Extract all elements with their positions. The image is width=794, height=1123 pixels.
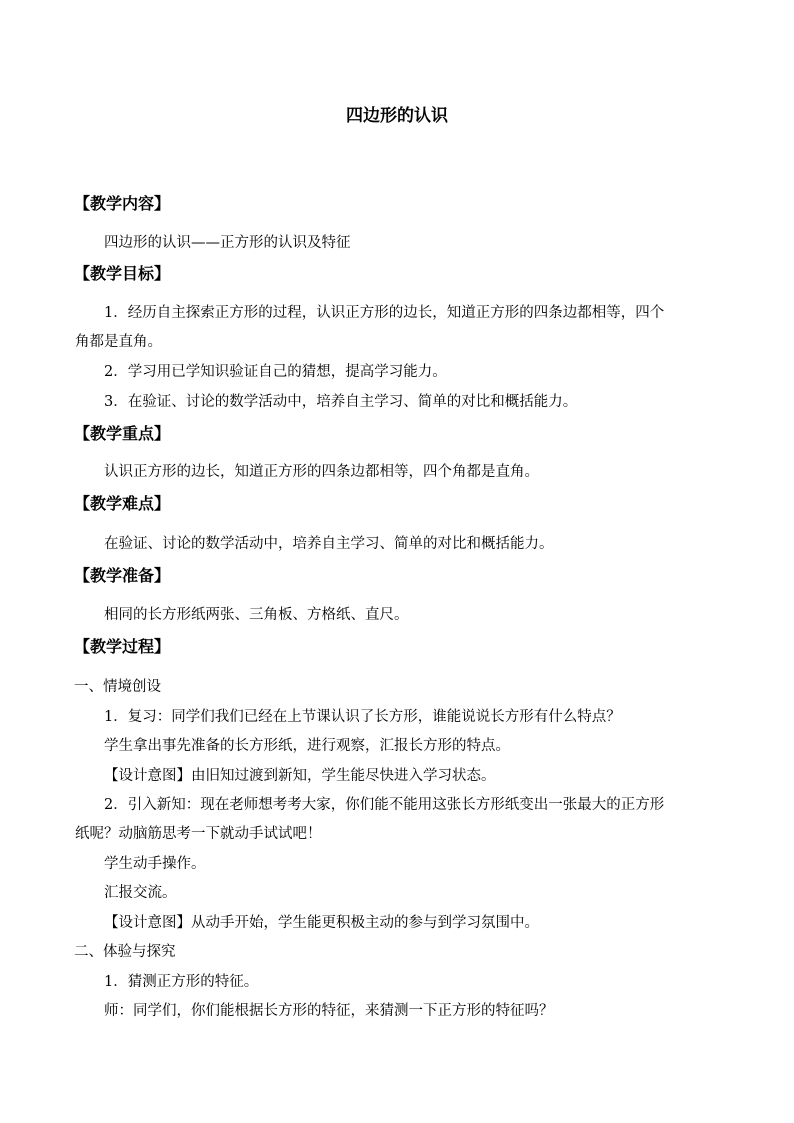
teaching-content-text: 四边形的认识——正方形的认识及特征: [104, 235, 351, 251]
goal-item-1-line-2: 角都是直角。: [75, 334, 162, 350]
process-part-1-line-3: 【设计意图】由旧知过渡到新知，学生能尽快进入学习状态。: [104, 768, 496, 784]
process-part-1-line-1: 1．复习：同学们我们已经在上节课认识了长方形，谁能说说长方形有什么特点？: [104, 709, 621, 725]
process-part-2-line-1: 1．猜测正方形的特征。: [104, 974, 259, 990]
process-part-1-title: 一、情境创设: [74, 679, 161, 695]
heading-process: 【教学过程】: [74, 637, 171, 656]
process-part-1-line-5: 纸呢？动脑筋思考一下就动手试试吧！: [75, 826, 322, 842]
process-part-1-line-8: 【设计意图】从动手开始，学生能更积极主动的参与到学习氛围中。: [104, 915, 539, 931]
goal-item-3: 3．在验证、讨论的数学活动中，培养自主学习、简单的对比和概括能力。: [104, 394, 578, 410]
process-part-1-line-4: 2．引入新知：现在老师想考考大家，你们能不能用这张长方形纸变出一张最大的正方形: [104, 797, 665, 813]
process-part-1-line-6: 学生动手操作。: [104, 856, 206, 872]
process-part-1-line-7: 汇报交流。: [104, 885, 177, 901]
heading-preparation: 【教学准备】: [74, 566, 171, 585]
goal-item-1-line-1: 1．经历自主探索正方形的过程，认识正方形的边长，知道正方形的四条边都相等，四个: [104, 305, 665, 321]
key-points-text: 认识正方形的边长，知道正方形的四条边都相等，四个角都是直角。: [104, 464, 539, 480]
difficulties-text: 在验证、讨论的数学活动中，培养自主学习、简单的对比和概括能力。: [104, 536, 554, 552]
process-part-1-line-2: 学生拿出事先准备的长方形纸，进行观察，汇报长方形的特点。: [104, 738, 510, 754]
heading-difficulties: 【教学难点】: [74, 494, 171, 513]
process-part-2-line-2: 师：同学们，你们能根据长方形的特征，来猜测一下正方形的特征吗？: [104, 1003, 554, 1019]
preparation-text: 相同的长方形纸两张、三角板、方格纸、直尺。: [104, 607, 409, 623]
heading-teaching-goals: 【教学目标】: [74, 264, 171, 283]
goal-item-2: 2．学习用已学知识验证自己的猜想，提高学习能力。: [104, 364, 447, 380]
process-part-2-title: 二、体验与探究: [74, 944, 176, 960]
heading-teaching-content: 【教学内容】: [74, 194, 171, 213]
page-title: 四边形的认识: [346, 106, 448, 126]
heading-key-points: 【教学重点】: [74, 424, 171, 443]
